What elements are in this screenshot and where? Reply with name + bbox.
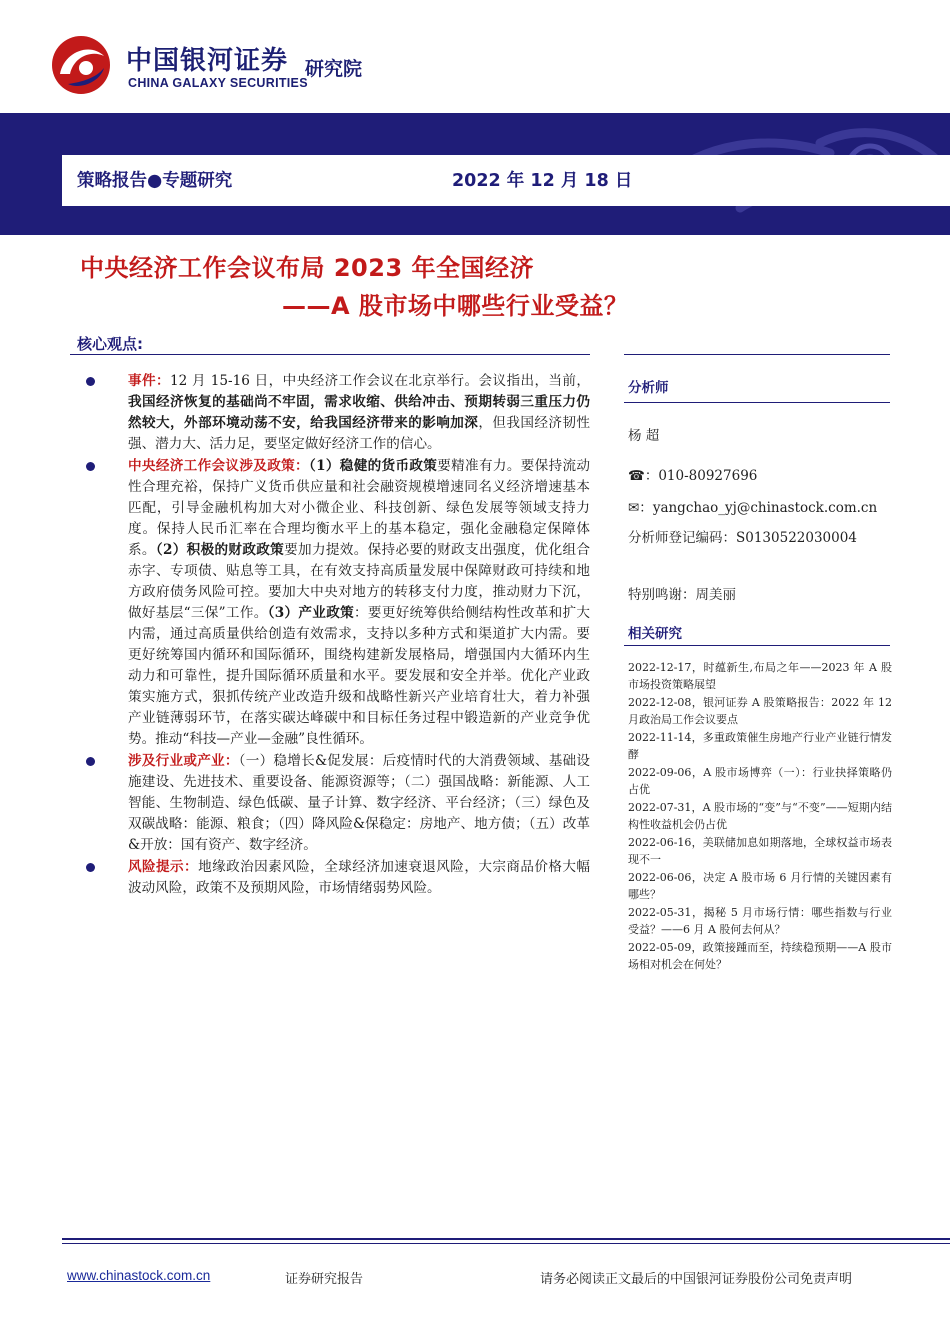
segment: ，但我国经济韧性强、潜力大、活力足，要坚定做好经济工作的信心。 bbox=[128, 415, 591, 452]
footer-divider-thin bbox=[62, 1243, 950, 1244]
email-icon: ✉： bbox=[628, 500, 653, 516]
related-item[interactable]: 2022-05-31，揭秘 5 月市场行情：哪些指数与行业受益？——6 月 A 股何去何从？ bbox=[628, 906, 892, 936]
report-type: 策略报告●专题研究 bbox=[77, 171, 233, 191]
phone-icon: ☎： bbox=[628, 468, 659, 484]
logo-chinese-name: 中国银河证券 bbox=[126, 46, 289, 76]
analyst-email[interactable]: yangchao_yj@chinastock.com.cn bbox=[652, 500, 878, 516]
report-date: 2022 年 12 月 18 日 bbox=[452, 171, 633, 191]
core-view-heading: 核心观点: bbox=[77, 335, 143, 353]
bullet-dot-icon bbox=[86, 863, 95, 872]
related-item[interactable]: 2022-09-06，A 股市场博弈（一）：行业抉择策略仍占优 bbox=[628, 766, 892, 796]
core-divider bbox=[70, 354, 590, 355]
footer-report-label: 证券研究报告 bbox=[285, 1272, 364, 1287]
related-item[interactable]: 2022-07-31，A 股市场的“变”与“不变”——短期内结构性收益机会仍占优 bbox=[628, 801, 892, 831]
company-logo bbox=[50, 28, 390, 100]
core-bullets bbox=[80, 371, 590, 900]
analyst-registration: 分析师登记编码：S0130522030004 bbox=[628, 530, 857, 546]
footer-website-link[interactable]: www.chinastock.com.cn bbox=[67, 1268, 211, 1283]
logo-institute: 研究院 bbox=[305, 58, 363, 80]
analyst-top-divider bbox=[624, 354, 890, 355]
segment: （2）积极的财政政策 bbox=[155, 542, 285, 558]
analyst-heading: 分析师 bbox=[628, 380, 669, 396]
related-divider bbox=[624, 645, 890, 646]
segment: ：要更好统筹供给侧结构性改革和扩大内需，通过高质量供给创造有效需求，支持以多种方式和渠道扩大内需。要更好统筹国内循环和国际循环，围绕构建新发展格局，增强国内大循环内生动力和可靠性，提升国际循环质量和水平。要发展和安全并举。优化产业政策实施方式，狠抓传统产业改造升级和战略性新兴产业培育壮大，着力补强产业链薄弱环节，在落实碳达峰碳中和目标任务过程中锻造新的产业竞争优势。推动“科技—产业—金融”良性循环。 bbox=[128, 605, 590, 747]
bullet-dot-icon bbox=[86, 377, 95, 386]
footer-disclaimer: 请务必阅读正文最后的中国银河证券股份公司免责声明 bbox=[540, 1272, 853, 1287]
related-item[interactable]: 2022-06-06，决定 A 股市场 6 月行情的关键因素有哪些？ bbox=[628, 871, 892, 901]
analyst-phone: 010-80927696 bbox=[658, 468, 758, 484]
segment: 要精准有力。要保持流动性合理充裕，保持广义货币供应量和社会融资规模增速同名义经济增速基本匹配，引导金融机构加大对小微企业、科技创新、绿色发展等领域支持力度。保持人民币汇率在合理均衡水平上的基本稳定，强化金融稳定保障体系。 bbox=[128, 458, 591, 558]
analyst-name: 杨 超 bbox=[628, 428, 660, 444]
segment: 地缘政治因素风险，全球经济加速衰退风险，大宗商品价格大幅波动风险，政策不及预期风险，市场情绪弱势风险。 bbox=[128, 859, 591, 896]
bullet-dot-icon bbox=[86, 757, 95, 766]
segment: 12 月 15-16 日，中央经济工作会议在北京举行。会议指出，当前， bbox=[169, 373, 591, 389]
analyst-email-row bbox=[628, 496, 877, 516]
galaxy-logo-icon bbox=[50, 34, 112, 96]
bullet-dot-icon bbox=[86, 462, 95, 471]
logo-english-name: CHINA GALAXY SECURITIES bbox=[128, 76, 308, 90]
footer-divider bbox=[62, 1238, 950, 1240]
segment: （一）稳增长&促发展：后疫情时代的大消费领域、基础设施建设、先进技术、重要设备、能源资源等；（二）强国战略：新能源、人工智能、生物制造、绿色低碳、量子计算、数字经济、平台经济；（三）绿色及双碳战略：能源、粮食；（四）降风险&保稳定：房地产、地方债；（五）改革&开放：国有资产、数字经济。 bbox=[128, 753, 590, 853]
segment: 涉及行业或产业： bbox=[128, 753, 239, 769]
related-item[interactable]: 2022-06-16，美联储加息如期落地，全球权益市场表现不一 bbox=[628, 836, 892, 866]
bullet-event bbox=[80, 371, 590, 455]
bullet-risks bbox=[80, 857, 590, 899]
related-item[interactable]: 2022-11-14，多重政策催生房地产行业产业链行情发酵 bbox=[628, 731, 892, 761]
segment: 事件： bbox=[128, 373, 170, 389]
bullet-policies bbox=[80, 456, 590, 750]
segment: 中央经济工作会议涉及政策： bbox=[128, 458, 309, 474]
related-heading: 相关研究 bbox=[628, 626, 682, 642]
related-item[interactable]: 2022-05-09，政策接踵而至，持续稳预期——A 股市场相对机会在何处？ bbox=[628, 941, 892, 971]
related-item[interactable]: 2022-12-08，银河证券 A 股策略报告：2022 年 12 月政治局工作会议要点 bbox=[628, 696, 892, 726]
analyst-divider bbox=[624, 402, 890, 403]
segment: （1）稳健的货币政策 bbox=[308, 458, 438, 474]
segment: 我国经济恢复的基础尚不牢固，需求收缩、供给冲击、预期转弱三重压力仍然较大，外部环境动荡不安，给我国经济带来的影响加深 bbox=[128, 394, 590, 431]
special-thanks: 特别鸣谢：周美丽 bbox=[628, 587, 736, 603]
segment: 要加力提效。保持必要的财政支出强度，优化组合赤字、专项债、贴息等工具，在有效支持高质量发展中保障财政可持续和地方政府债务风险可控。要加大中央对地方的转移支付力度，推动财力下沉，做好基层“三保”工作。 bbox=[128, 542, 591, 621]
bullet-industries bbox=[80, 751, 590, 856]
report-title-line2: ——A 股市场中哪些行业受益？ bbox=[282, 292, 629, 320]
related-item[interactable]: 2022-12-17，时蕴新生,布局之年——2023 年 A 股市场投资策略展望 bbox=[628, 661, 892, 691]
report-title-line1: 中央经济工作会议布局 2023 年全国经济 bbox=[80, 254, 535, 282]
segment: （3）产业政策 bbox=[267, 605, 354, 621]
analyst-phone-row bbox=[628, 464, 757, 484]
related-research-list bbox=[628, 659, 892, 974]
segment: 风险提示： bbox=[128, 859, 199, 875]
